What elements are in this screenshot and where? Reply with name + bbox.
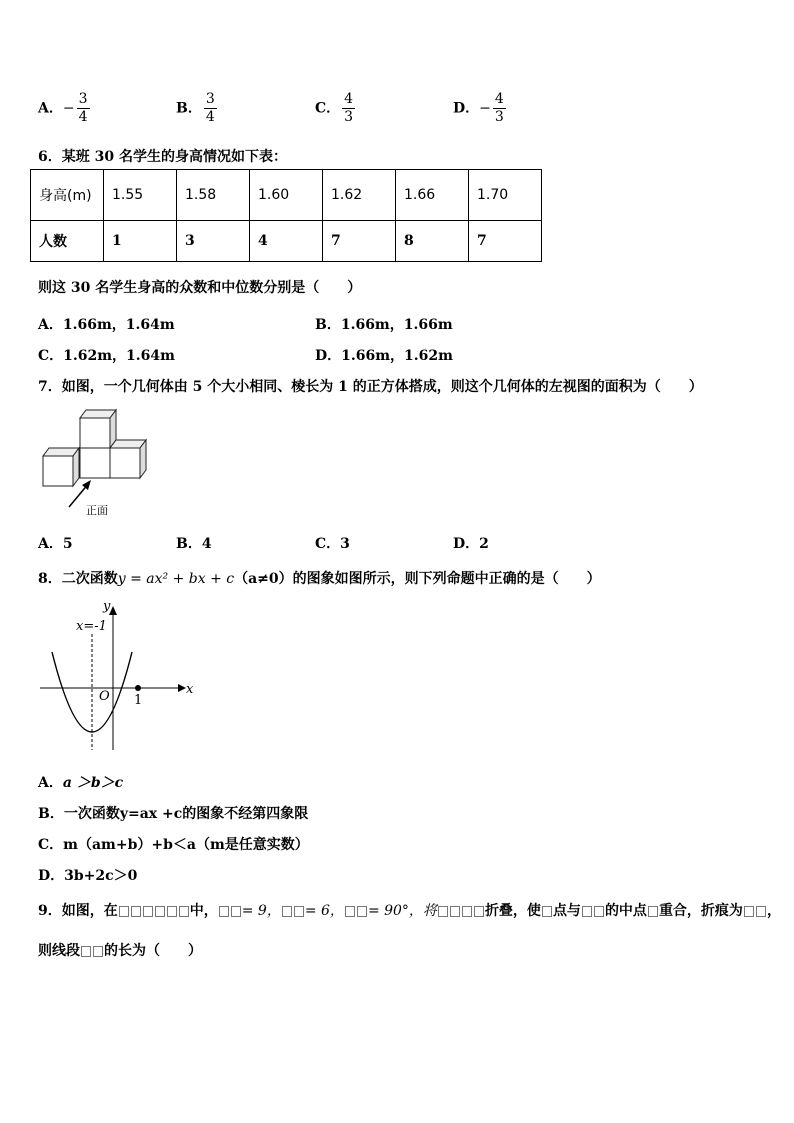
q8-option-d: D．3b+2c＞0	[38, 868, 138, 884]
q8-option-c: C．m（am+b）+b＜a（m是任意实数）	[38, 837, 309, 853]
q6-question: 则这 30 名学生身高的众数和中位数分别是（ ）	[38, 280, 362, 296]
table-cell: 8	[396, 221, 469, 262]
table-cell: 1.60	[250, 170, 323, 221]
q7-stem: 7．如图，一个几何体由 5 个大小相同、棱长为 1 的正方体搭成，则这个几何体的左视图的面积为（ ）	[38, 379, 703, 395]
q9-line2: 则线段 的长为（ ）	[38, 943, 202, 959]
q8-stem: 8．二次函数y = ax² + bx + c（a≠0）的图象如图所示，则下列命题中正确的是（ ）	[38, 571, 601, 587]
q5-option-a: A．− $\frac{3}{4}$	[38, 91, 88, 125]
table-cell: 1.70	[469, 170, 542, 221]
table-cell: 3	[177, 221, 250, 262]
origin-label: O	[99, 689, 110, 704]
table-cell: 1.62	[323, 170, 396, 221]
q6-option-c: C．1.62m，1.64m	[38, 348, 175, 364]
q6-stem: 6．某班 30 名学生的身高情况如下表：	[38, 149, 287, 165]
q6-option-a: A．1.66m，1.64m	[38, 317, 175, 333]
q6-option-b: B．1.66m，1.66m	[315, 317, 453, 333]
q7-option-a: A．5	[38, 536, 73, 552]
parabola-graph	[36, 600, 196, 752]
x-axis-label: x	[186, 682, 194, 697]
table-row	[31, 170, 542, 221]
table-row-header: 身高(m)	[31, 170, 104, 221]
q9-line1: 9．如图，在 中， = 9， = 6， = 90°，将 折叠，使 点与 的中点 重合，折痕为 ，	[38, 903, 781, 919]
height-table	[30, 169, 542, 262]
q7-option-d: D．2	[453, 536, 489, 552]
symmetry-line-label: x=-1	[76, 619, 107, 634]
table-row-header: 人数	[31, 221, 104, 262]
table-cell: 4	[250, 221, 323, 262]
table-cell: 1.55	[104, 170, 177, 221]
front-label: 正面	[86, 504, 108, 517]
q7-option-b: B．4	[176, 536, 212, 552]
table-cell: 1.58	[177, 170, 250, 221]
table-cell: 7	[323, 221, 396, 262]
q5-option-c: C． $\frac{4}{3}$	[315, 91, 354, 125]
table-cell: 1.66	[396, 170, 469, 221]
q5-option-d: D．− $\frac{4}{3}$	[453, 91, 504, 125]
q5-option-b: B． $\frac{3}{4}$	[176, 91, 215, 125]
y-axis-label: y	[103, 599, 111, 614]
table-cell: 1	[104, 221, 177, 262]
table-cell: 7	[469, 221, 542, 262]
table-row	[31, 221, 542, 262]
point-label: 1	[134, 693, 143, 708]
q8-option-a: A．a ＞b＞c	[38, 775, 124, 791]
q8-option-b: B．一次函数y=ax +c的图象不经第四象限	[38, 806, 309, 822]
q6-option-d: D．1.66m，1.62m	[315, 348, 453, 364]
q7-option-c: C．3	[315, 536, 350, 552]
